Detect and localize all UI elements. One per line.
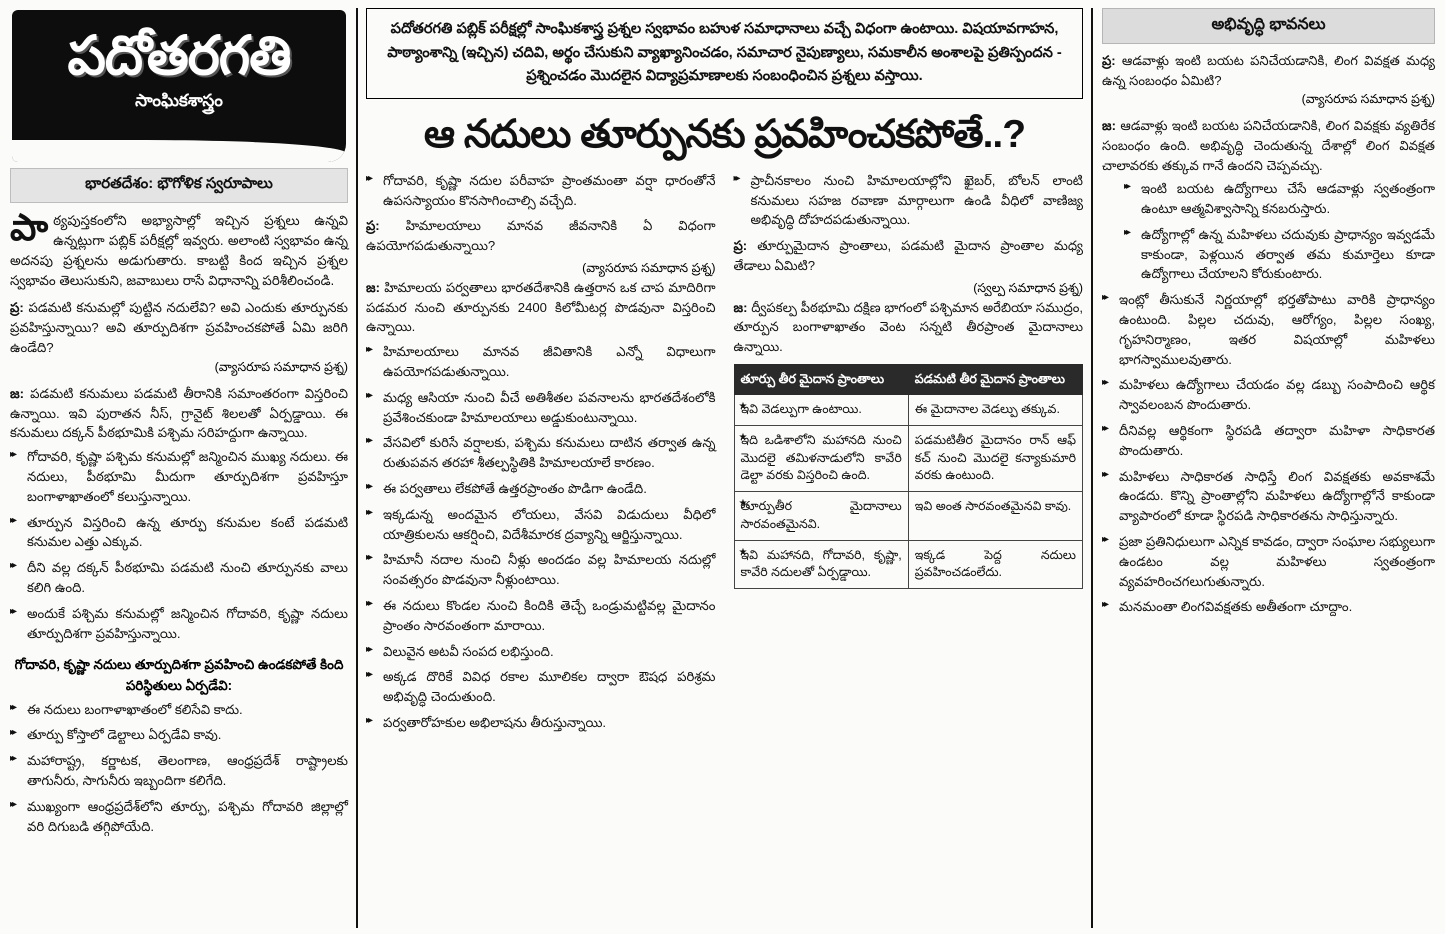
table-cell: ★ ఇది ఒడిశాలోని మహానది నుంచి మొదలై తమిళనాడులోని కావేరి డెల్టా వరకు విస్తరించి ఉంది. [734, 425, 908, 491]
list-item: ▸▸ ఇక్కడున్న అందమైన లోయలు, వేసవి విడుదులు వీధిలో యాత్రికులను ఆకర్షించి, విదేశీమారక ద్రవ్యాన్ని ఆర్జిస్తున్నాయి. [366, 505, 716, 545]
answer-label: జ: [366, 280, 380, 296]
mid-left-points-list [366, 342, 716, 733]
list-item: ▸▸ గోదావరి, కృష్ణా నదుల పరీవాహ ప్రాంతమంతా వర్షా ధారంతోనే ఉపసస్యాయం కొనసాగించాల్సి వచ్చేది. [366, 171, 716, 211]
list-item: ▸▸ వేసవిలో కురిసే వర్షాలకు, పశ్చిమ కనుమలు దాటిన తర్వాత ఉన్న రుతుపవన తరహా శీతల్పస్థితికి హిమాలయాలే కారణం. [366, 433, 716, 473]
mid-right-top-list [734, 171, 1084, 230]
table-row [734, 395, 1083, 426]
answer-block-3 [734, 298, 1084, 356]
table-cell: ★ ఇవి మహానది, గోదావరి, కృష్ణా, కావేరి నదులతో ఏర్పడ్డాయి. [734, 540, 908, 589]
right-column [1093, 8, 1435, 928]
answer-block-1 [10, 384, 348, 443]
list-item: ▸▸ అందుకే పశ్చిమ కనుమల్లో జన్మించిన గోదావరి, కృష్ణా నదులు తూర్పుదిశగా ప్రవహిస్తున్నాయి. [10, 604, 348, 644]
list-item: ▸▸ విలువైన అటవీ సంపద లభిస్తుంది. [366, 642, 716, 662]
list-item: ▸▸ మహిళలు ఉద్యోగాలు చేయడం వల్ల డబ్బు సంపాదించి ఆర్థిక స్వావలంబన పొందుతారు. [1102, 375, 1435, 415]
list-item: ▸▸ ప్రజా ప్రతినిధులుగా ఎన్నిక కావడం, ద్వారా సంఘాల సభ్యులుగా ఉండటం వల్ల మహిళలు స్వతంత్రంగా వ్యవహరించగలుగుతున్నారు. [1102, 532, 1435, 591]
question-text: పడమటి కనుమల్లో పుట్టిన నదులేవి? అవి ఎందుకు తూర్పునకు ప్రవహిస్తున్నాయి? అవి తూర్పుదిశగా ప్రవహించకపోతే ఏమి జరిగి ఉండేది? [10, 300, 348, 356]
middle-right-column [725, 167, 1084, 928]
list-item: ▸▸ గోదావరి, కృష్ణా పశ్చిమ కనుమల్లో జన్మించిన ముఖ్య నదులు. ఈ నదులు, పీఠభూమి మీదుగా తూర్పుదిశగా ప్రవహిస్తూ బంగాళాఖాతంలో కలుస్తున్నాయి. [10, 447, 348, 506]
table-cell: ఇవి అంత సారవంతమైనవి కావు. [908, 492, 1082, 541]
question-block-2 [366, 216, 716, 255]
table-header-cell: తూర్పు తీర మైదాన ప్రాంతాలు [734, 365, 908, 395]
list-item: ▸▸ ప్రాచీనకాలం నుంచి హిమాలయాల్లోని ఖైబర్, బోలన్ లాంటి కనుమలు సహజ రవాణా మార్గాలుగా ఉండి వీధిలో వాణిజ్య అభివృద్ధి దోహదపడుతున్నాయి. [734, 171, 1084, 230]
question-note: (వ్యాసరూప సమాధాన ప్రశ్న) [582, 261, 716, 276]
table-cell: ★ ఇవి వెడల్పుగా ఉంటాయి. [734, 395, 908, 426]
comparison-table [734, 364, 1084, 589]
drop-cap: పా [10, 207, 49, 248]
list-item: ▸▸ తూర్పు కోస్తాలో డెల్టాలు ఏర్పడేవి కావు. [10, 725, 348, 745]
table-header-cell: పడమటి తీర మైదాన ప్రాంతాలు [908, 365, 1082, 395]
list-item: ▸▸ ఇంటి బయట ఉద్యోగాలు చేసే ఆడవాళ్లు స్వతంత్రంగా ఉంటూ ఆత్మవిశ్వాసాన్ని కనబరుస్తారు. [1124, 179, 1435, 219]
question-note: (స్వల్ప సమాధాన ప్రశ్న) [973, 280, 1083, 295]
left-column [10, 8, 358, 928]
answer-label: జ: [10, 385, 25, 401]
left-points-list [10, 447, 348, 649]
masthead-subject: సాంఘికశాస్త్రం [135, 90, 223, 110]
table-cell: పడమటితీర మైదానం రాన్ ఆఫ్ కచ్ నుంచి మొదలై కన్యాకుమారి వరకు ఉంటుంది. [908, 425, 1082, 491]
question-text: ఆడవాళ్లు ఇంటి బయట పనిచేయడానికి, లింగ వివక్షత మధ్య ఉన్న సంబంధం ఏమిటి? [1102, 53, 1435, 88]
table-row [734, 425, 1083, 491]
question-label: ప్ర: [10, 300, 24, 316]
list-item: ▸▸ తూర్పున విస్తరించి ఉన్న తూర్పు కనుమల కంటే పడమటి కనుమల ఎత్తు ఎక్కువ. [10, 513, 348, 553]
lead-paragraph [10, 207, 348, 291]
list-item: ▸▸ ఈ పర్వతాలు లేకపోతే ఉత్తరప్రాంతం పొడిగా ఉండేది. [366, 479, 716, 499]
lead-text: ఠ్యపుస్తకంలోని అభ్యాసాల్లో ఇచ్చిన ప్రశ్నలు ఉన్నవి ఉన్నట్లుగా పబ్లిక్ పరీక్షల్లో ఇవ్వరు. అలాంటి స్వభావం ఉన్న అదనపు ప్రశ్నలను అడుగుతారు. కాబట్టి కింద ఇచ్చిన ప్రశ్నల స్వభావం తెలుసుకుని, జవాబులు రాసే విధానాన్ని పరిశీలించండి. [10, 213, 348, 289]
masthead [12, 10, 346, 162]
left-subheading: గోదావరి, కృష్ణా నదులు తూర్పుదిశగా ప్రవహించి ఉండకపోతే కింది పరిస్థితులు ఏర్పడేవి: [14, 657, 344, 693]
table-cell: ★ తూర్పుతీర మైదానాలు సారవంతమైనవి. [734, 492, 908, 541]
list-item: ▸▸ ఈ నదులు కొండల నుంచి కిందికి తెచ్చే ఒండ్రుమట్టివల్ల మైదానం ప్రాంతం సారవంతంగా మారాయి. [366, 596, 716, 636]
list-item: ▸▸ ఇంట్లో తీసుకునే నిర్ణయాల్లో భర్తతోపాటు వారికి ప్రాధాన్యం ఉంటుంది. పిల్లల చదువు, ఆరోగ్యం, పిల్లల సంఖ్య, గృహనిర్మాణం, ఇతర విషయాల్లో మహిళలు భాగస్వాములవుతారు. [1102, 290, 1435, 369]
question-block-4 [1102, 51, 1435, 90]
table-row [734, 492, 1083, 541]
question-label: ప్ర: [733, 238, 748, 254]
question-label: ప్ర: [366, 218, 380, 234]
list-item: ▸▸ మధ్య ఆసియా నుంచి వీచే అతిశీతల పవనాలను భారతదేశంలోకి ప్రవేశించకుండా హిమాలయాలు అడ్డుకుంటున్నాయి. [366, 388, 716, 428]
table-header-row [734, 365, 1083, 395]
answer-block-2 [366, 278, 716, 336]
right-points-list [1102, 290, 1435, 617]
intro-box: పదోతరగతి పబ్లిక్ పరీక్షల్లో సాంఘికశాస్త్ర ప్రశ్నల స్వభావం బహుళ సమాధానాలు వచ్చే విధంగా ఉంటాయి. విషయావగాహన, పాఠ్యాంశాన్ని (ఇచ్చిన) చదివి, అర్థం చేసుకుని వ్యాఖ్యానించడం, సమాచార నైపుణ్యాలు, సమకాలీన అంశాలపై ప్రతిస్పందన - ప్రశ్నించడం మొదలైన విద్యాప్రమాణాలకు సంబంధించిన ప్రశ్నలు వస్తాయి. [366, 8, 1083, 99]
answer-label: జ: [733, 299, 748, 315]
list-item: ▸▸ ఈ నదులు బంగాళాఖాతంలో కలిసేవి కాదు. [10, 700, 348, 720]
middle-left-column [366, 167, 725, 928]
masthead-title: పదోతరగతి [67, 26, 291, 86]
answer-label: జ: [1102, 118, 1116, 134]
table-cell: ఈ మైదానాల వెడల్పు తక్కువ. [908, 395, 1082, 426]
answer-block-4 [1102, 116, 1435, 175]
page-title: ఆ నదులు తూర్పునకు ప్రవహించకపోతే..? [423, 112, 1026, 156]
list-item: ▸▸ మహిళలు సాధికారత సాధిస్తే లింగ వివక్షతకు అవకాశమే ఉండదు. కొన్ని ప్రాంతాల్లోని మహిళలు ఉద్యోగాల్లోనే కాకుండా వ్యాపారంలో కూడా స్థిరపడి సాధికారతను సాధిస్తున్నారు. [1102, 467, 1435, 526]
list-item: ▸▸ ఉద్యోగాల్లో ఉన్న మహిళలు చదువుకు ప్రాధాన్యం ఇవ్వడమే కాకుండా, పెళ్లయిన తర్వాత తమ కుమార్తెలు కూడా ఉద్యోగాలు చేయాలని కోరుకుంటారు. [1124, 225, 1435, 284]
question-text: హిమాలయాలు మానవ జీవనానికి ఏ విధంగా ఉపయోగపడుతున్నాయి? [366, 218, 716, 253]
answer-text: హిమాలయ పర్వతాలు భారతదేశానికి ఉత్తరాన ఒక చాప మాదిరిగా పడమర నుంచి తూర్పునకు 2400 కిలోమీటర్ల పొడవునా విస్తరించి ఉన్నాయి. [366, 280, 716, 334]
question-label: ప్ర: [1102, 53, 1116, 68]
section-heading: అభివృద్ధి భావనలు [1102, 8, 1435, 44]
table-row [734, 540, 1083, 589]
page-layout [10, 8, 1435, 928]
right-sub-points-list [1124, 179, 1435, 284]
middle-two-columns [366, 167, 1083, 928]
question-note: (వ్యాసరూప సమాధాన ప్రశ్న) [214, 359, 348, 374]
question-text: తూర్పుమైదాన ప్రాంతాలు, పడమటి మైదాన ప్రాంతాల మధ్య తేడాలు ఏమిటి? [733, 238, 1084, 273]
topic-strip: భారతదేశం: భౌగోళిక స్వరూపాలు [10, 168, 348, 203]
mid-left-top-list [366, 171, 716, 211]
list-item: ▸▸ హిమానీ నదాల నుంచి నీళ్లు అందడం వల్ల హిమాలయ నదుల్లో సంవత్సరం పొడవునా నీళ్లుంటాయి. [366, 550, 716, 590]
list-item: ▸▸ దీని వల్ల దక్కన్ పీఠభూమి పడమటి నుంచి తూర్పునకు వాలు కలిగి ఉంది. [10, 558, 348, 598]
list-item: ▸▸ దీనివల్ల ఆర్థికంగా స్థిరపడి తద్వారా మహిళా సాధికారత పొందుతారు. [1102, 421, 1435, 461]
list-item: ▸▸ అక్కడ దొరికే వివిధ రకాల మూలికల ద్వారా ఔషధ పరిశ్రమ అభివృద్ధి చెందుతుంది. [366, 667, 716, 707]
question-note: (వ్యాసరూప సమాధాన ప్రశ్న) [1301, 92, 1435, 107]
question-block-1 [10, 298, 348, 357]
list-item: ▸▸ మనమంతా లింగవివక్షతకు అతీతంగా చూద్దాం. [1102, 597, 1435, 617]
question-block-3 [734, 236, 1084, 275]
answer-text: ఆడవాళ్లు ఇంటి బయట పనిచేయడానికి, లింగ వివక్షకు వ్యతిరేక సంబంధం ఉంది. అభివృద్ధి చెందుతున్న దేశాల్లో లింగ వివక్షత చాలావరకు తక్కువ గానే ఉందని చెప్పవచ్చు. [1102, 118, 1436, 173]
left-points-list-2 [10, 700, 348, 843]
middle-column [358, 8, 1093, 928]
answer-text: ద్వీపకల్ప పీఠభూమి దక్షిణ భాగంలో పశ్చిమాన అరేబియా సముద్రం, తూర్పున బంగాళాఖాతం వెంట సన్నటి తీరప్రాంత మైదానాలు ఉన్నాయి. [733, 299, 1084, 354]
table-cell: ఇక్కడ పెద్ద నదులు ప్రవహించడంలేదు. [908, 540, 1082, 589]
answer-text: పడమటి కనుమలు పడమటి తీరానికి సమాంతరంగా విస్తరించి ఉన్నాయి. ఇవి పురాతన నీస్, గ్రానైట్ శిలలతో ఏర్పడ్డాయి. ఈ కనుమలు దక్కన్ పీఠభూమికి పశ్చిమ సరిహద్దుగా ఉన్నాయి. [10, 385, 348, 441]
list-item: ▸▸ హిమాలయాలు మానవ జీవితానికి ఎన్నో విధాలుగా ఉపయోగపడుతున్నాయి. [366, 342, 716, 382]
list-item: ▸▸ ముఖ్యంగా ఆంధ్రప్రదేశ్‌లోని తూర్పు, పశ్చిమ గోదావరి జిల్లాల్లో వరి దిగుబడి తగ్గిపోయేది. [10, 797, 348, 837]
list-item: ▸▸ మహారాష్ట్ర, కర్ణాటక, తెలంగాణ, ఆంధ్రప్రదేశ్ రాష్ట్రాలకు తాగునీరు, సాగునీరు ఇబ్బందిగా కలిగేది. [10, 751, 348, 791]
list-item: ▸▸ పర్వతారోహకుల అభిలాషను తీరుస్తున్నాయి. [366, 713, 716, 733]
